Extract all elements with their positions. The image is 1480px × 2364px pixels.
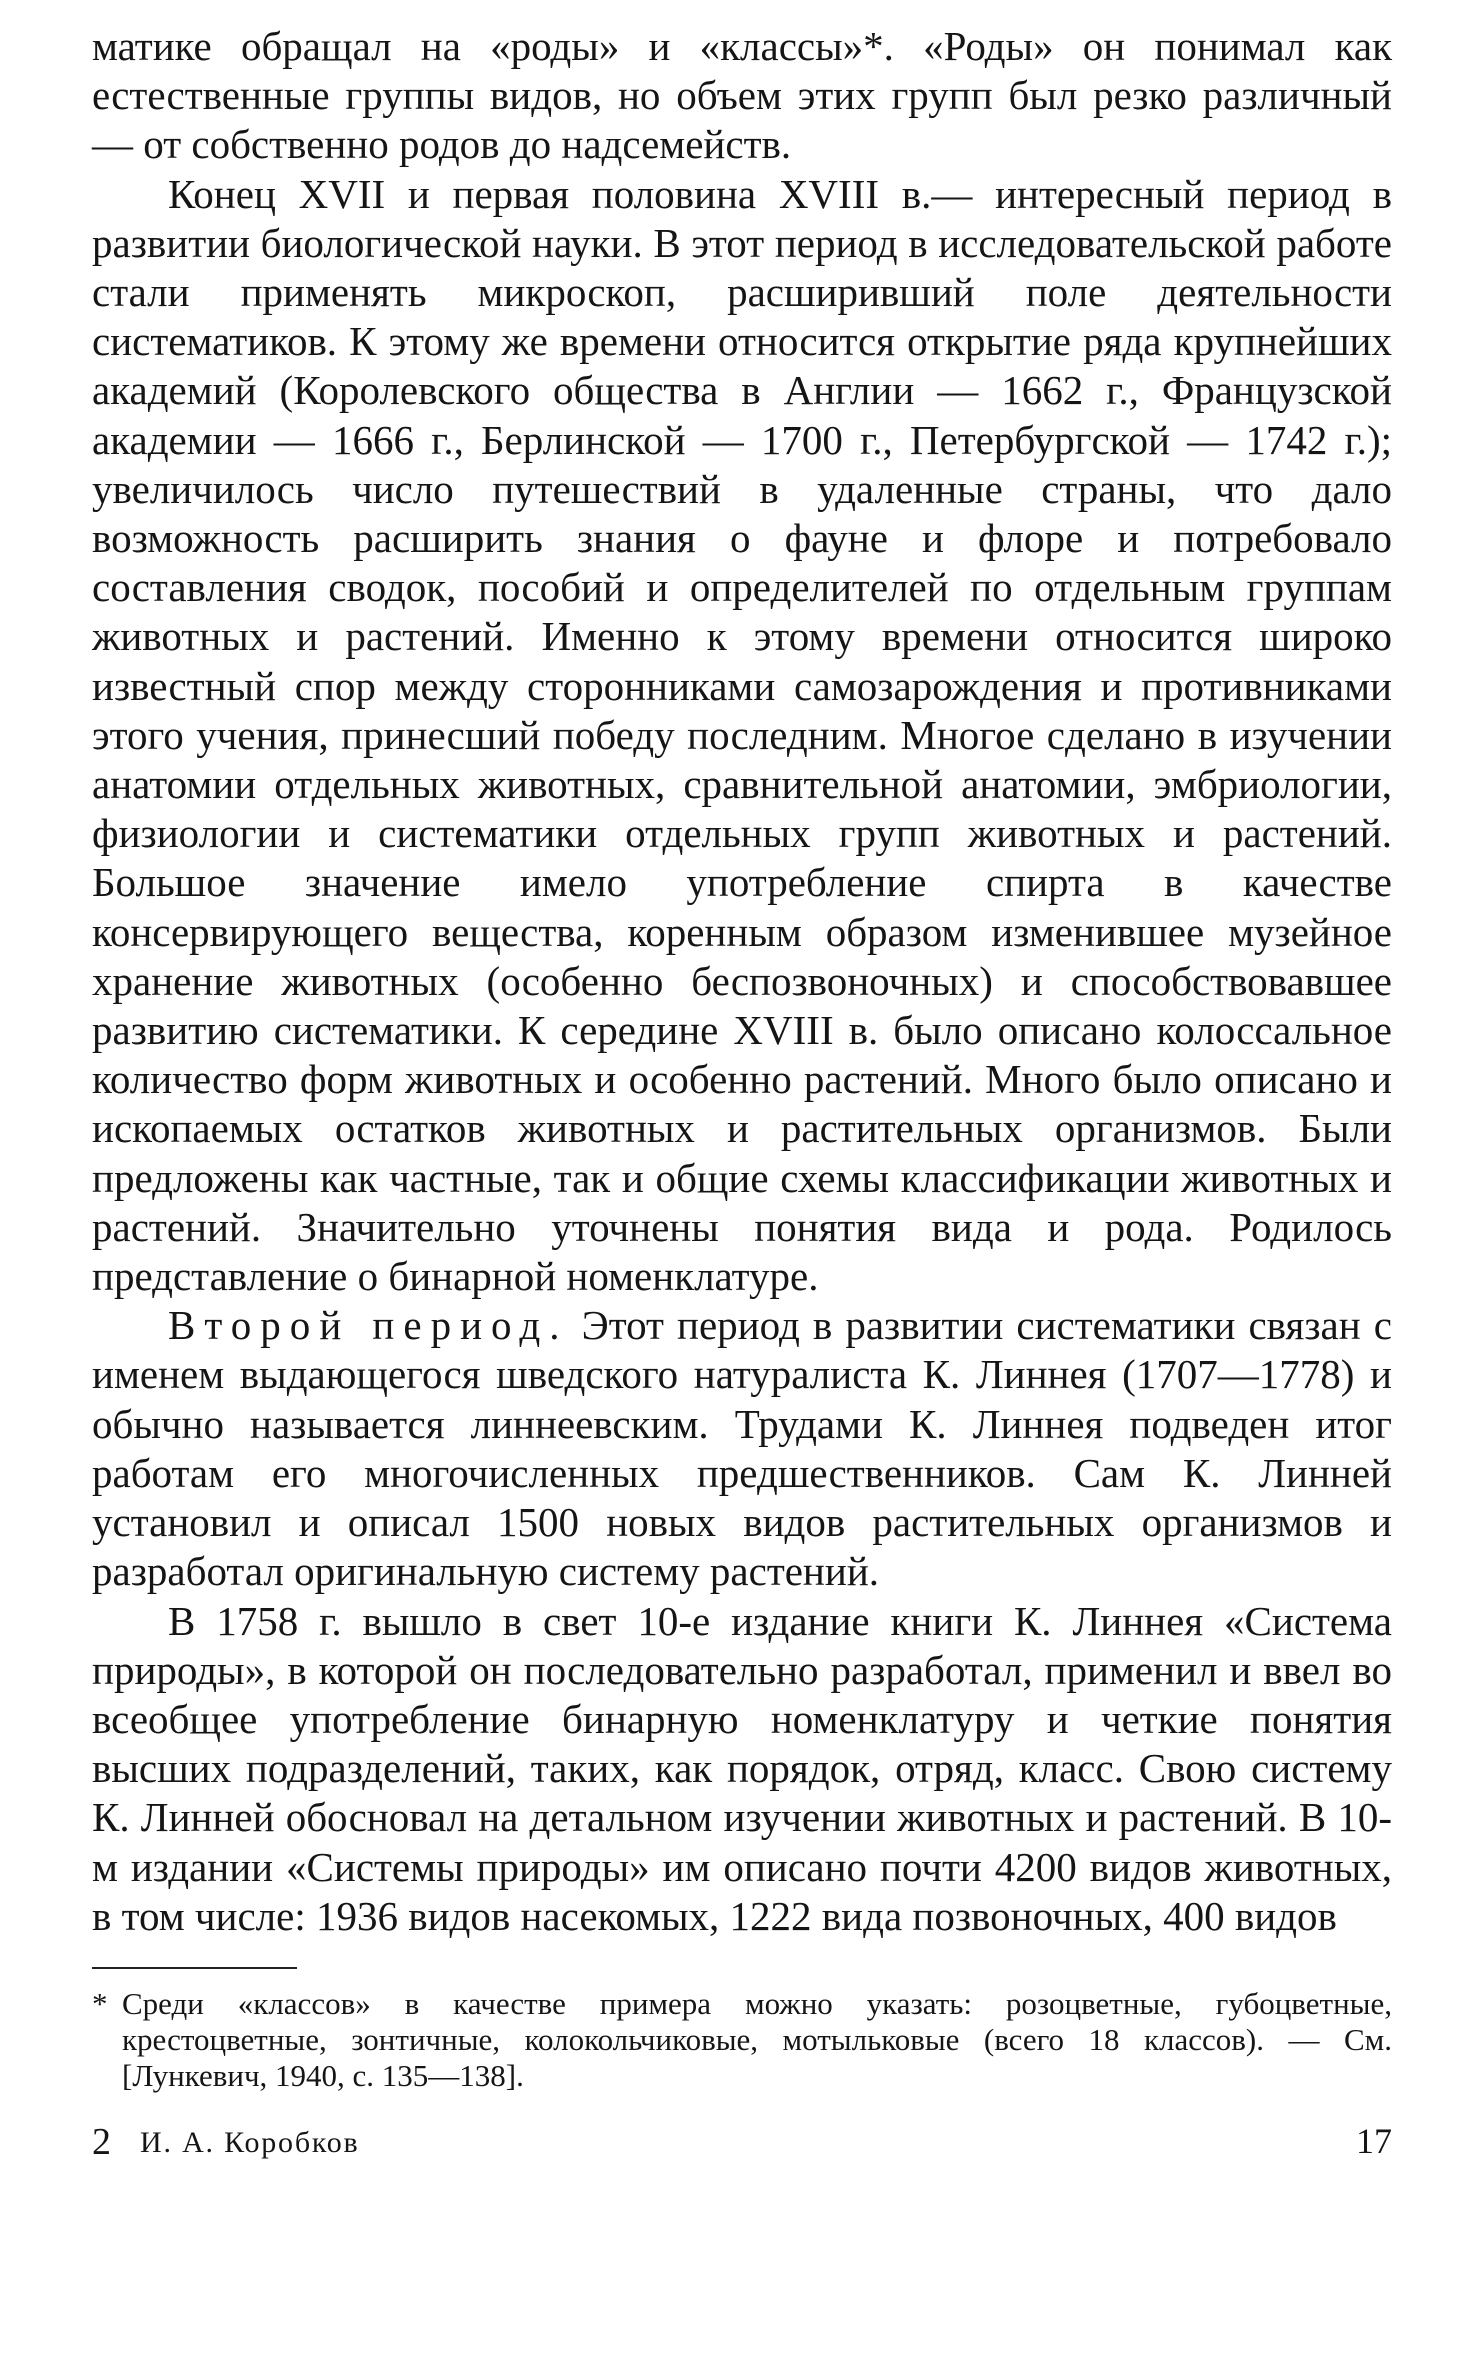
paragraph-second-period <box>92 1301 1392 1596</box>
page-body <box>92 22 1392 1941</box>
section-heading-text: Этот период в развитии систематики связан с именем выдающегося шведского натуралиста К. Линнея (1707—1778) и обычно называется линнеевским. Трудами К. Линнея подведен итог работам его многочисленных предшественников. Сам К. Линней установил и описал 1500 новых видов растительных организмов и разработал оригинальную систему растений. <box>92 1302 1392 1595</box>
paragraph-linnaeus-1758: В 1758 г. вышло в свет 10-е издание книги К. Линнея «Система природы», в которой он последовательно разработал, применил и ввел во всеобщее употребление бинарную номенклатуру и четкие понятия высших подразделений, таких, как порядок, отряд, класс. Свою систему К. Линней обосновал на детальном изучении животных и растений. В 10-м издании «Системы природы» им описано почти 4200 видов животных, в том числе: 1936 видов насекомых, 1222 вида позвоночных, 400 видов <box>92 1597 1392 1939</box>
section-heading: Второй период. <box>168 1302 569 1349</box>
paragraph-continuation: матике обращал на «роды» и «классы»*. «Роды» он понимал как естественные группы видов, но объем этих групп был резко различный — от собственно родов до надсемейств. <box>92 23 1392 168</box>
footnote-text: Среди «классов» в качестве примера можно указать: розоцветные, губоцветные, крестоцветные, зонтичные, колокольчиковые, мотыльковые (всего 18 классов). — См. [Лункевич, 1940, с. 135—138]. <box>122 1986 1392 2093</box>
body-text <box>92 22 1392 1941</box>
signature-mark: 2 <box>92 2121 111 2163</box>
footnote <box>92 1986 1392 2094</box>
running-author: И. А. Коробков <box>140 2126 360 2159</box>
footnote-mark: * <box>92 1986 108 2021</box>
footnote-divider <box>92 1967 297 1969</box>
page-footer <box>92 2120 1392 2170</box>
paragraph-first-period: Конец XVII и первая половина XVIII в.— интересный период в развитии биологической науки. В этот период в исследовательской работе стали применять микроскоп, расширивший поле деятельности систематиков. К этому же времени относится открытие ряда крупнейших академий (Королевского общества в Англии — 1662 г., Французской академии — 1666 г., Берлинской — 1700 г., Петербургской — 1742 г.); увеличилось число путешествий в удаленные страны, что дало возможность расширить знания о фауне и флоре и потребовало составления сводок, пособий и определителей по отдельным группам животных и растений. Именно к этому времени относится широко известный спор между сторонниками самозарождения и противниками этого учения, принесший победу последним. Многое сделано в изучении анатомии отдельных животных, сравнительной анатомии, эмбриологии, физиологии и систематики отдельных групп животных и растений. Большое значение имело употребление спирта в качестве консервирующего вещества, коренным образом изменившее музейное хранение животных (особенно беспозвоночных) и способствовавшее развитию систематики. К середине XVIII в. было описано колоссальное количество форм животных и особенно растений. Много было описано и ископаемых остатков животных и растительных организмов. Были предложены как частные, так и общие схемы классификации животных и растений. Значительно уточнены понятия вида и рода. Родилось представление о бинарной номенклатуре. <box>92 170 1392 1300</box>
page-number: 17 <box>1356 2121 1392 2161</box>
